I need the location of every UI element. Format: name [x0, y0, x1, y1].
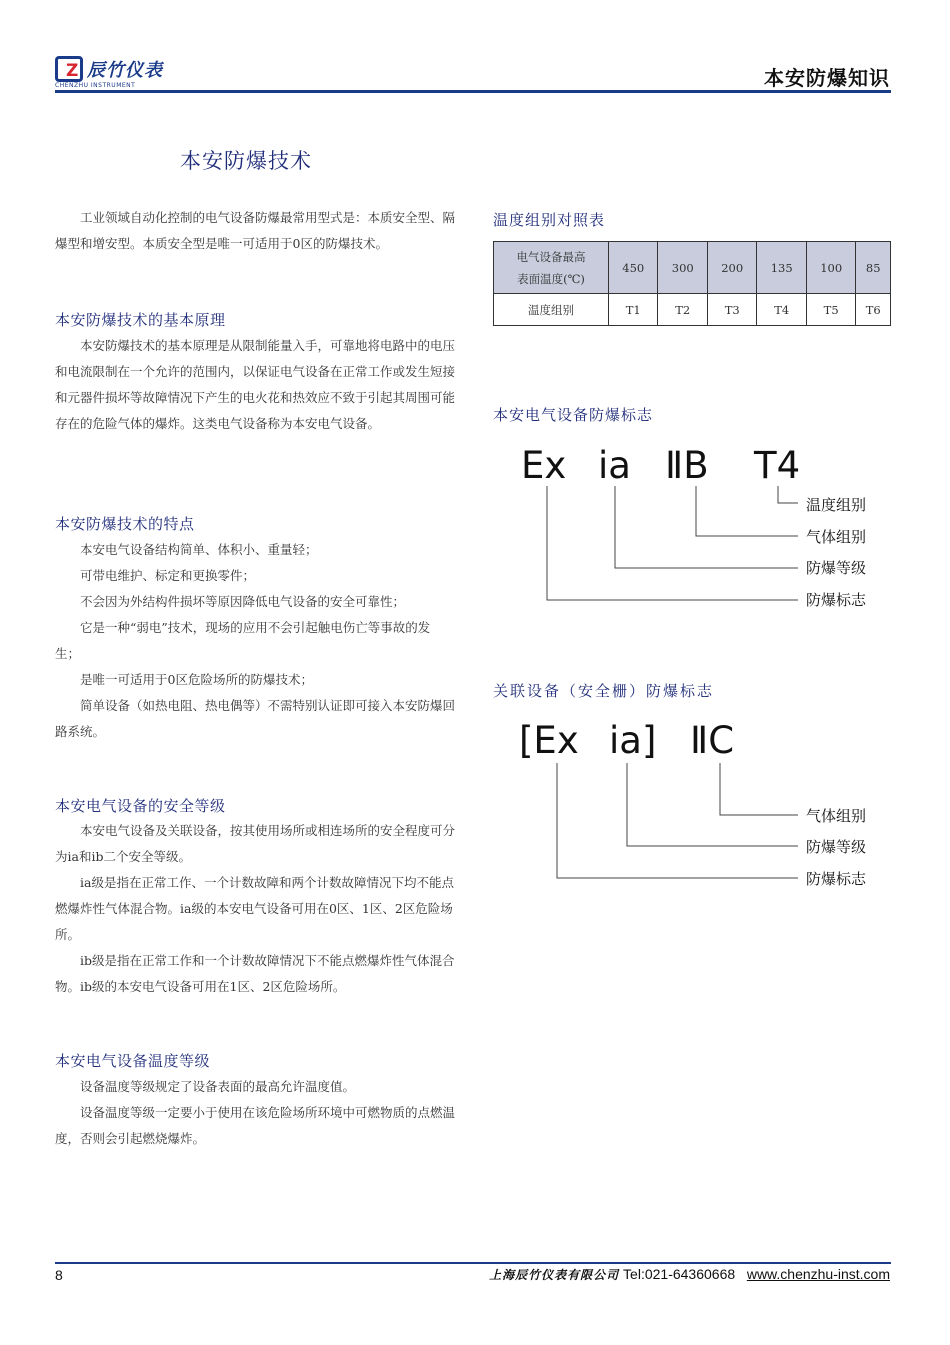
label-gas-group: 气体组别 — [806, 528, 867, 546]
footer-company: 上海辰竹仪表有限公司 — [489, 1268, 620, 1282]
logo-chinese-name: 辰竹仪表 — [87, 60, 163, 81]
table-cell: 300 — [658, 242, 707, 294]
table-cell: T4 — [757, 294, 806, 326]
marking-heading: 本安电气设备防爆标志 — [493, 406, 654, 424]
table-row-label: 温度组别 — [494, 294, 609, 326]
table-cell: 135 — [757, 242, 806, 294]
logo-mark-icon: Z — [55, 56, 83, 82]
table-cell: T5 — [806, 294, 855, 326]
assoc-part-ia: ia] — [609, 719, 657, 762]
paragraph: ib级是指在正常工作和一个计数故障情况下不能点燃爆炸性气体混合物。ib级的本安电气设备可用在1区、2区危险场所。 — [55, 953, 455, 994]
principle-paragraph: 本安防爆技术的基本原理是从限制能量入手，可靠地将电路中的电压和电流限制在一个允许的范围内，以保证电气设备在正常工作或发生短接和元器件损坏等故障情况下产生的电火花和热效应不致于引起其周围可能存在的危险气体的爆炸。这类电气设备称为本安电气设备。 — [55, 338, 456, 431]
table-cell: T2 — [658, 294, 707, 326]
paragraph: 设备温度等级规定了设备表面的最高允许温度值。 — [80, 1079, 356, 1094]
paragraph: 本安电气设备及关联设备，按其使用场所或相连场所的安全程度可分为ia和ib二个安全等级。 — [55, 823, 456, 864]
table-row-label: 电气设备最高 表面温度(℃) — [494, 242, 609, 294]
header-title: 本安防爆知识 — [764, 66, 890, 90]
footer-contact — [489, 1266, 890, 1283]
mark-part-gas-group: ⅡB — [665, 444, 709, 487]
label-assoc-protection-level: 防爆等级 — [806, 838, 867, 856]
section-heading-safety-level: 本安电气设备的安全等级 — [55, 797, 226, 815]
section-heading-features: 本安防爆技术的特点 — [55, 515, 195, 533]
table-cell: 85 — [856, 242, 891, 294]
list-item: 不会因为外结构件损坏等原因降低电气设备的安全可靠性； — [80, 594, 406, 609]
label-assoc-gas-group: 气体组别 — [806, 807, 867, 825]
table-cell: 450 — [609, 242, 658, 294]
footer-url-link[interactable]: www.chenzhu-inst.com — [746, 1266, 890, 1282]
list-item: 它是一种“弱电”技术，现场的应用不会引起触电伤亡等事故的发生； — [55, 620, 431, 661]
mark-part-ia: ia — [598, 444, 631, 487]
footer-divider — [55, 1262, 891, 1264]
label-ex-mark: 防爆标志 — [806, 591, 867, 609]
list-item: 是唯一可适用于0区危险场所的防爆技术； — [80, 672, 313, 687]
footer-tel: Tel:021-64360668 — [623, 1266, 736, 1282]
temp-table-heading: 温度组别对照表 — [493, 211, 606, 229]
mark-part-ex: Ex — [521, 444, 567, 487]
table-cell: T1 — [609, 294, 658, 326]
label-protection-level: 防爆等级 — [806, 559, 867, 577]
page-title: 本安防爆技术 — [180, 149, 312, 173]
table-cell: 100 — [806, 242, 855, 294]
logo-english-name: CHENZHU INSTRUMENT — [55, 82, 136, 89]
section-heading-principle: 本安防爆技术的基本原理 — [55, 311, 226, 329]
page-number: 8 — [55, 1267, 63, 1283]
associated-heading: 关联设备（安全栅）防爆标志 — [493, 682, 715, 700]
table-cell: 200 — [707, 242, 756, 294]
paragraph: 设备温度等级一定要小于使用在该危险场所环境中可燃物质的点燃温度，否则会引起燃烧爆炸。 — [55, 1105, 456, 1146]
label-temp-group: 温度组别 — [806, 496, 867, 514]
label-assoc-ex-mark: 防爆标志 — [806, 870, 867, 888]
list-item: 可带电维护、标定和更换零件； — [80, 568, 256, 583]
paragraph: ia级是指在正常工作、一个计数故障和两个计数故障情况下均不能点燃爆炸性气体混合物。ia级的本安电气设备可用在0区、1区、2区危险场所。 — [55, 875, 454, 942]
list-item: 本安电气设备结构简单、体积小、重量轻； — [80, 542, 318, 557]
table-cell: T6 — [856, 294, 891, 326]
list-item: 简单设备（如热电阻、热电偶等）不需特别认证即可接入本安防爆回路系统。 — [55, 698, 456, 739]
intro-paragraph: 工业领域自动化控制的电气设备防爆最常用型式是：本质安全型、隔爆型和增安型。本质安全型是唯一可适用于0区的防爆技术。 — [55, 210, 456, 251]
assoc-part-ex: [Ex — [519, 719, 579, 762]
section-heading-temp-level: 本安电气设备温度等级 — [55, 1052, 211, 1070]
assoc-part-gas-group: ⅡC — [690, 719, 735, 762]
mark-part-temp-group: T4 — [754, 444, 801, 487]
table-cell: T3 — [707, 294, 756, 326]
